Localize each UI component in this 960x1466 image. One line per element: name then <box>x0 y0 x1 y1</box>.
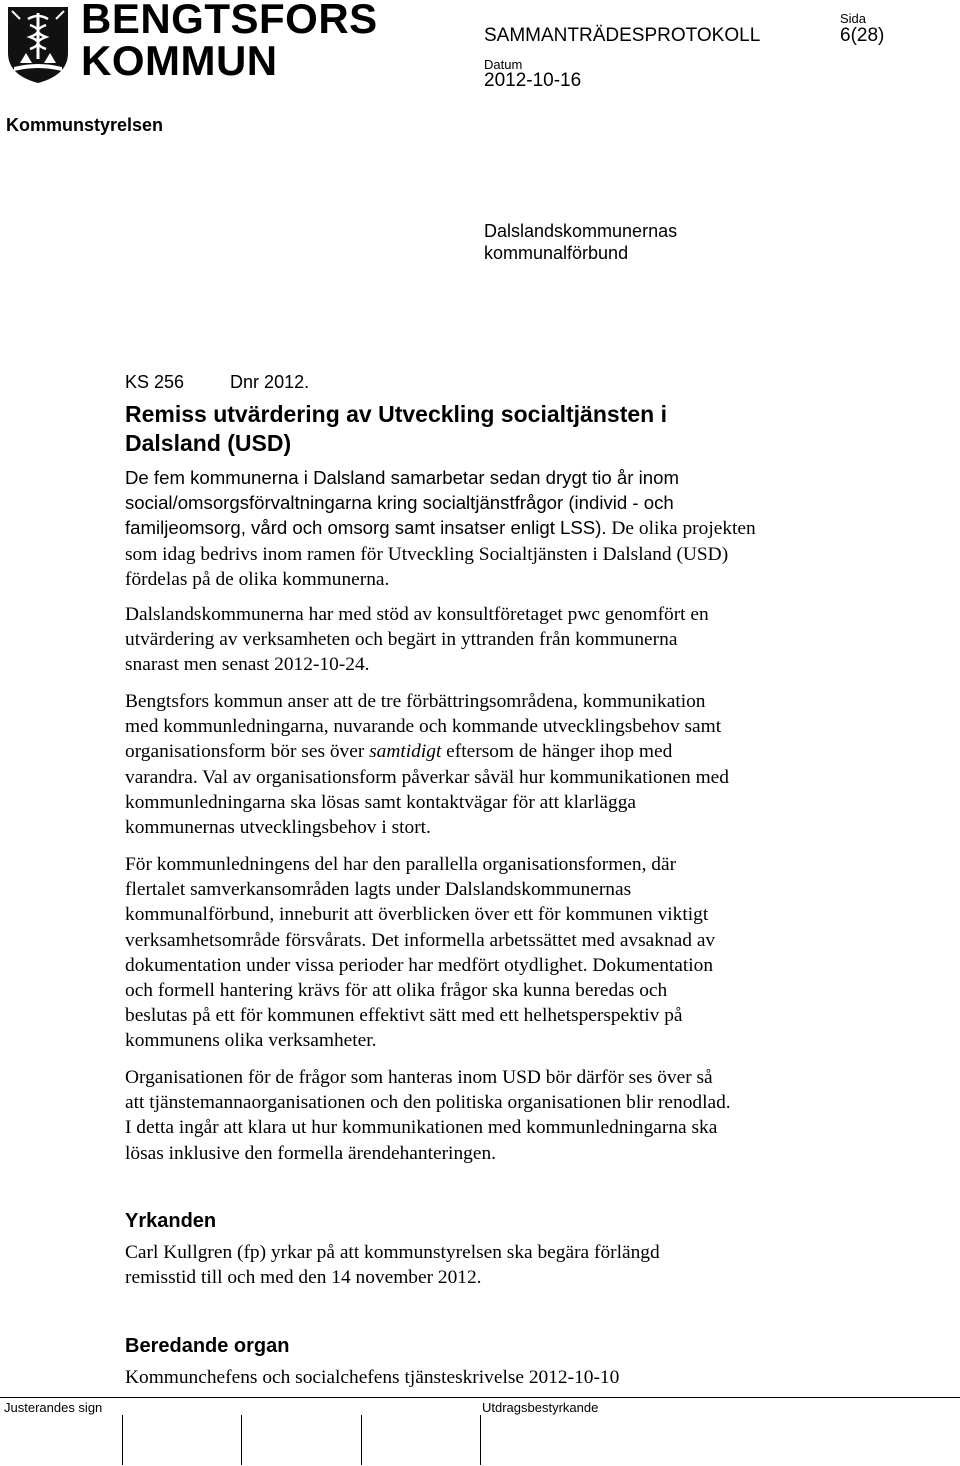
text-line: utvärdering av verksamheten och begärt in yttranden från kommunerna <box>125 629 678 651</box>
signature-box-divider <box>361 1415 362 1465</box>
text-line: snarast men senast 2012-10-24. <box>125 654 370 676</box>
organ-name: Kommunstyrelsen <box>6 115 164 135</box>
yrkanden-text <box>125 1240 825 1290</box>
document-type: SAMMANTRÄDESPROTOKOLL <box>484 25 761 46</box>
text-line: flertalet samverkansområden lagts under Dalslandskommunernas <box>125 879 632 901</box>
text-line: som idag bedrivs inom ramen för Utveckling Socialtjänsten i Dalsland (USD) <box>125 543 729 565</box>
text-line: Kommunchefens och socialchefens tjänsteskrivelse 2012-10-10 <box>125 1367 620 1388</box>
beredande-text <box>125 1365 825 1390</box>
text-line: De olika projekten <box>606 518 756 540</box>
page-label: Sida <box>840 11 867 26</box>
date-value: 2012-10-16 <box>484 70 582 91</box>
footer-divider <box>0 1397 960 1398</box>
recipient-line: kommunalförbund <box>484 243 629 263</box>
brand-name-line1: BENGTSFORS <box>81 0 378 42</box>
ks-number: KS 256 <box>125 372 185 392</box>
text-line: Carl Kullgren (fp) yrkar på att kommunstyrelsen ska begära förlängd <box>125 1242 660 1263</box>
text-line: familjeomsorg, vård och omsorg samt insatser enligt LSS). <box>125 517 607 539</box>
text-line: med kommunledningarna, nuvarande och kommande utvecklingsbehov samt <box>125 716 722 738</box>
text-line: De fem kommunerna i Dalsland samarbetar sedan drygt tio år inom <box>125 467 679 488</box>
text-line: kommunledningarna ska lösas samt kontaktvägar för att klarlägga <box>125 791 637 813</box>
text-line: social/omsorgsförvaltningarna kring socialtjänstfrågor (individ - och <box>125 492 674 514</box>
municipality-coat-of-arms-icon <box>6 5 70 85</box>
case-reference <box>125 372 309 393</box>
text-segment: organisationsform bör ses över <box>125 741 370 763</box>
dnr-number: Dnr 2012. <box>230 372 310 392</box>
title-line: Dalsland (USD) <box>125 430 292 456</box>
text-line: remisstid till och med den 14 november 2012. <box>125 1267 482 1289</box>
signature-box-divider <box>241 1415 242 1465</box>
section-heading-yrkanden: Yrkanden <box>125 1210 217 1232</box>
section-heading-beredande-organ: Beredande organ <box>125 1335 290 1357</box>
page-title <box>125 400 825 458</box>
text-line: kommunens olika verksamheter. <box>125 1030 377 1052</box>
text-line: beslutas på ett för kommunen effektivt sätt med ett helhetsperspektiv på <box>125 1005 683 1027</box>
text-line: Dalslandskommunerna har med stöd av konsultföretaget pwc genomfört en <box>125 604 709 625</box>
text-line: kommunernas utvecklingsbehov i stort. <box>125 817 431 839</box>
utdragsbestyrkande-label: Utdragsbestyrkande <box>482 1400 599 1415</box>
text-line: fördelas på de olika kommunerna. <box>125 568 390 590</box>
paragraph-4 <box>125 852 825 1054</box>
text-line: dokumentation under vissa perioder har medfört otydlighet. Dokumentation <box>125 954 714 976</box>
signature-box-divider <box>480 1415 481 1465</box>
text-line: varandra. Val av organisationsform påverkar såväl hur kommunikationen med <box>125 766 729 788</box>
text-line: För kommunledningens del har den parallella organisationsformen, där <box>125 854 677 875</box>
text-line: och formell hantering krävs för att olika frågor ska kunna beredas och <box>125 980 668 1002</box>
brand-name-line2: KOMMUN <box>81 37 278 84</box>
text-line: Bengtsfors kommun anser att de tre förbättringsområdena, kommunikation <box>125 691 706 712</box>
recipient-line: Dalslandskommunernas <box>484 221 678 241</box>
text-line: lösas inklusive den formella ärendehanteringen. <box>125 1142 496 1164</box>
text-line: att tjänstemannaorganisationen och den politiska organisationen blir renodlad. <box>125 1092 731 1114</box>
paragraph-3 <box>125 689 825 840</box>
paragraph-2 <box>125 602 825 678</box>
text-segment: eftersom de hänger ihop med <box>441 741 673 763</box>
date-label: Datum <box>484 57 523 72</box>
signature-box-divider <box>122 1415 123 1465</box>
paragraph-5 <box>125 1065 825 1166</box>
paragraph-1 <box>125 465 825 592</box>
text-line: Organisationen för de frågor som hanteras inom USD bör därför ses över så <box>125 1067 713 1088</box>
justerandes-sign-label: Justerandes sign <box>4 1400 103 1415</box>
text-line: verksamhetsområde försvårats. Det informella arbetssättet med avsaknad av <box>125 929 716 951</box>
text-line: kommunalförbund, inneburit att överblicken över ett för kommunen viktigt <box>125 904 709 926</box>
page-number: 6(28) <box>840 25 885 46</box>
recipient <box>484 220 677 264</box>
text-line: I detta ingår att klara ut hur kommunikationen med kommunledningarna ska <box>125 1117 718 1139</box>
title-line: Remiss utvärdering av Utveckling socialtjänsten i <box>125 401 667 427</box>
emphasized-word: samtidigt <box>369 741 442 763</box>
